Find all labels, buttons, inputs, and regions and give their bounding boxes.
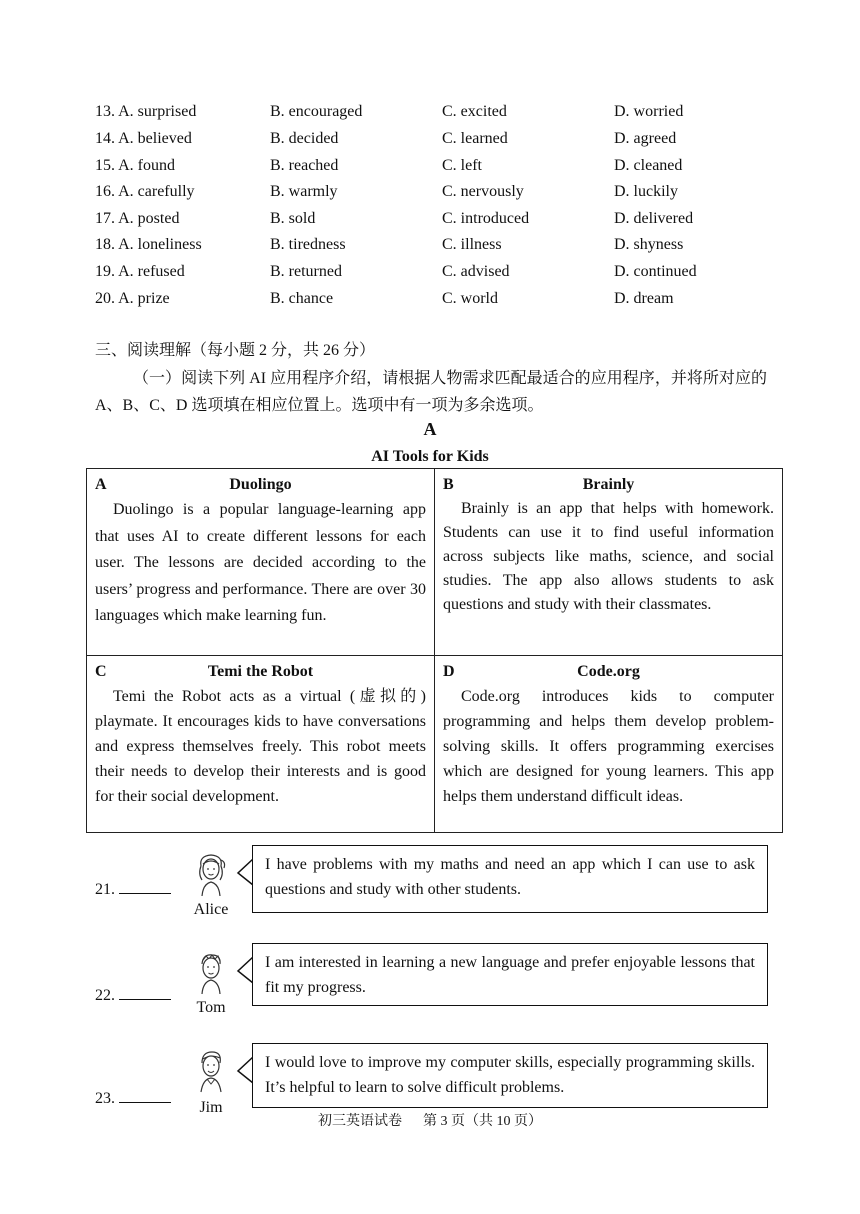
option-a: 16. A. carefully: [95, 183, 195, 200]
person-name: Alice: [193, 901, 229, 918]
speech-text: I have problems with my maths and need an app which I can use to ask questions and study with other students.: [265, 856, 755, 898]
option-a: 15. A. found: [95, 157, 175, 174]
table-row: [87, 469, 783, 656]
app-name: Brainly: [582, 476, 635, 493]
boy-icon: [193, 950, 229, 996]
app-cell-a: [87, 469, 435, 656]
apps-table: [86, 468, 783, 833]
option-row-14: [0, 126, 860, 152]
answer-blank[interactable]: [119, 1088, 171, 1103]
app-cell-d: [435, 656, 783, 833]
app-cell-c: [87, 656, 435, 833]
option-b: B. encouraged: [270, 103, 363, 120]
app-name: Duolingo: [229, 476, 292, 493]
question-22: [95, 985, 171, 1007]
option-c: C. left: [442, 157, 482, 174]
question-number: 22.: [95, 987, 115, 1004]
question-number: 23.: [95, 1090, 115, 1107]
app-description: Temi the Robot acts as a virtual (虚拟的) playmate. It encourages kids to have conversations and express themselves freely. This robot meets their needs to develop their interests and is good for their social development.: [95, 688, 426, 805]
option-c: C. learned: [442, 130, 508, 147]
option-c: C. introduced: [442, 210, 530, 227]
section-title: 三、阅读理解（每小题 2 分，共 26 分）: [95, 342, 376, 359]
option-row-16: [0, 179, 860, 205]
option-row-17: [0, 206, 860, 232]
option-d: D. dream: [614, 290, 674, 307]
speech-bubble: [252, 845, 768, 913]
speech-text: I would love to improve my computer skills, especially programming skills. It’s helpful to learn to solve difficult problems.: [265, 1054, 755, 1096]
option-b: B. returned: [270, 263, 342, 280]
option-d: D. shyness: [614, 236, 684, 253]
passage-letter: A: [423, 419, 437, 439]
question-number: 21.: [95, 881, 115, 898]
person-name: Jim: [199, 1099, 223, 1116]
answer-blank[interactable]: [119, 879, 171, 894]
option-a: 13. A. surprised: [95, 103, 197, 120]
option-d: D. worried: [614, 103, 684, 120]
option-d: D. delivered: [614, 210, 694, 227]
question-21: [95, 879, 171, 901]
option-b: B. warmly: [270, 183, 338, 200]
app-heading: [95, 660, 426, 684]
girl-icon: [193, 852, 229, 898]
option-d: D. luckily: [614, 183, 678, 200]
question-23: [95, 1088, 171, 1110]
option-a: 18. A. loneliness: [95, 236, 202, 253]
app-cell-b: [435, 469, 783, 656]
speech-bubble: [252, 1043, 768, 1108]
option-row-18: [0, 232, 860, 258]
passage-title: AI Tools for Kids: [371, 448, 489, 465]
table-row: [87, 656, 783, 833]
option-d: D. continued: [614, 263, 697, 280]
app-letter: B: [443, 476, 454, 493]
option-a: 20. A. prize: [95, 290, 170, 307]
option-c: C. excited: [442, 103, 507, 120]
app-letter: A: [95, 476, 107, 493]
option-a: 14. A. believed: [95, 130, 192, 147]
option-row-13: [0, 99, 860, 125]
option-c: C. advised: [442, 263, 510, 280]
option-c: C. nervously: [442, 183, 524, 200]
app-heading: [443, 660, 774, 684]
option-c: C. world: [442, 290, 498, 307]
option-b: B. reached: [270, 157, 339, 174]
option-a: 17. A. posted: [95, 210, 180, 227]
option-b: B. tiredness: [270, 236, 346, 253]
option-a: 19. A. refused: [95, 263, 185, 280]
page-footer: 初三英语试卷 第 3 页（共 10 页）: [318, 1114, 542, 1129]
app-description: Brainly is an app that helps with homework. Students can use it to find useful information across subjects like maths, science, and social studies. The app also allows students to ask questions and study with their classmates.: [443, 500, 774, 613]
app-heading: [443, 473, 774, 497]
boy-icon: [193, 1048, 229, 1094]
app-name: Temi the Robot: [207, 663, 314, 680]
app-description: Duolingo is a popular language-learning app that uses AI to create different lessons for each user. The lessons are decided according to the users’ progress and performance. There are over 30 languages which make learning fun.: [95, 501, 426, 625]
app-letter: D: [443, 663, 455, 680]
person-name: Tom: [196, 999, 226, 1016]
option-d: D. agreed: [614, 130, 677, 147]
app-heading: [95, 473, 426, 497]
answer-blank[interactable]: [119, 985, 171, 1000]
option-d: D. cleaned: [614, 157, 683, 174]
option-c: C. illness: [442, 236, 502, 253]
option-row-19: [0, 259, 860, 285]
section-instruction: （一）阅读下列 AI 应用程序介绍，请根据人物需求匹配最适合的应用程序，并将所对应的 A、B、C、D 选项填在相应位置上。选项中有一项为多余选项。: [95, 370, 767, 414]
app-description: Code.org introduces kids to computer programming and helps them develop problem-solving skills. It offers programming exercises which are designed for young learners. This app helps them understand difficult ideas.: [443, 688, 774, 805]
option-row-20: [0, 286, 860, 312]
app-name: Code.org: [577, 663, 640, 680]
speech-bubble: [252, 943, 768, 1006]
option-b: B. decided: [270, 130, 339, 147]
option-row-15: [0, 153, 860, 179]
app-letter: C: [95, 663, 107, 680]
option-b: B. sold: [270, 210, 316, 227]
speech-text: I am interested in learning a new language and prefer enjoyable lessons that fit my progress.: [265, 954, 755, 996]
option-b: B. chance: [270, 290, 334, 307]
